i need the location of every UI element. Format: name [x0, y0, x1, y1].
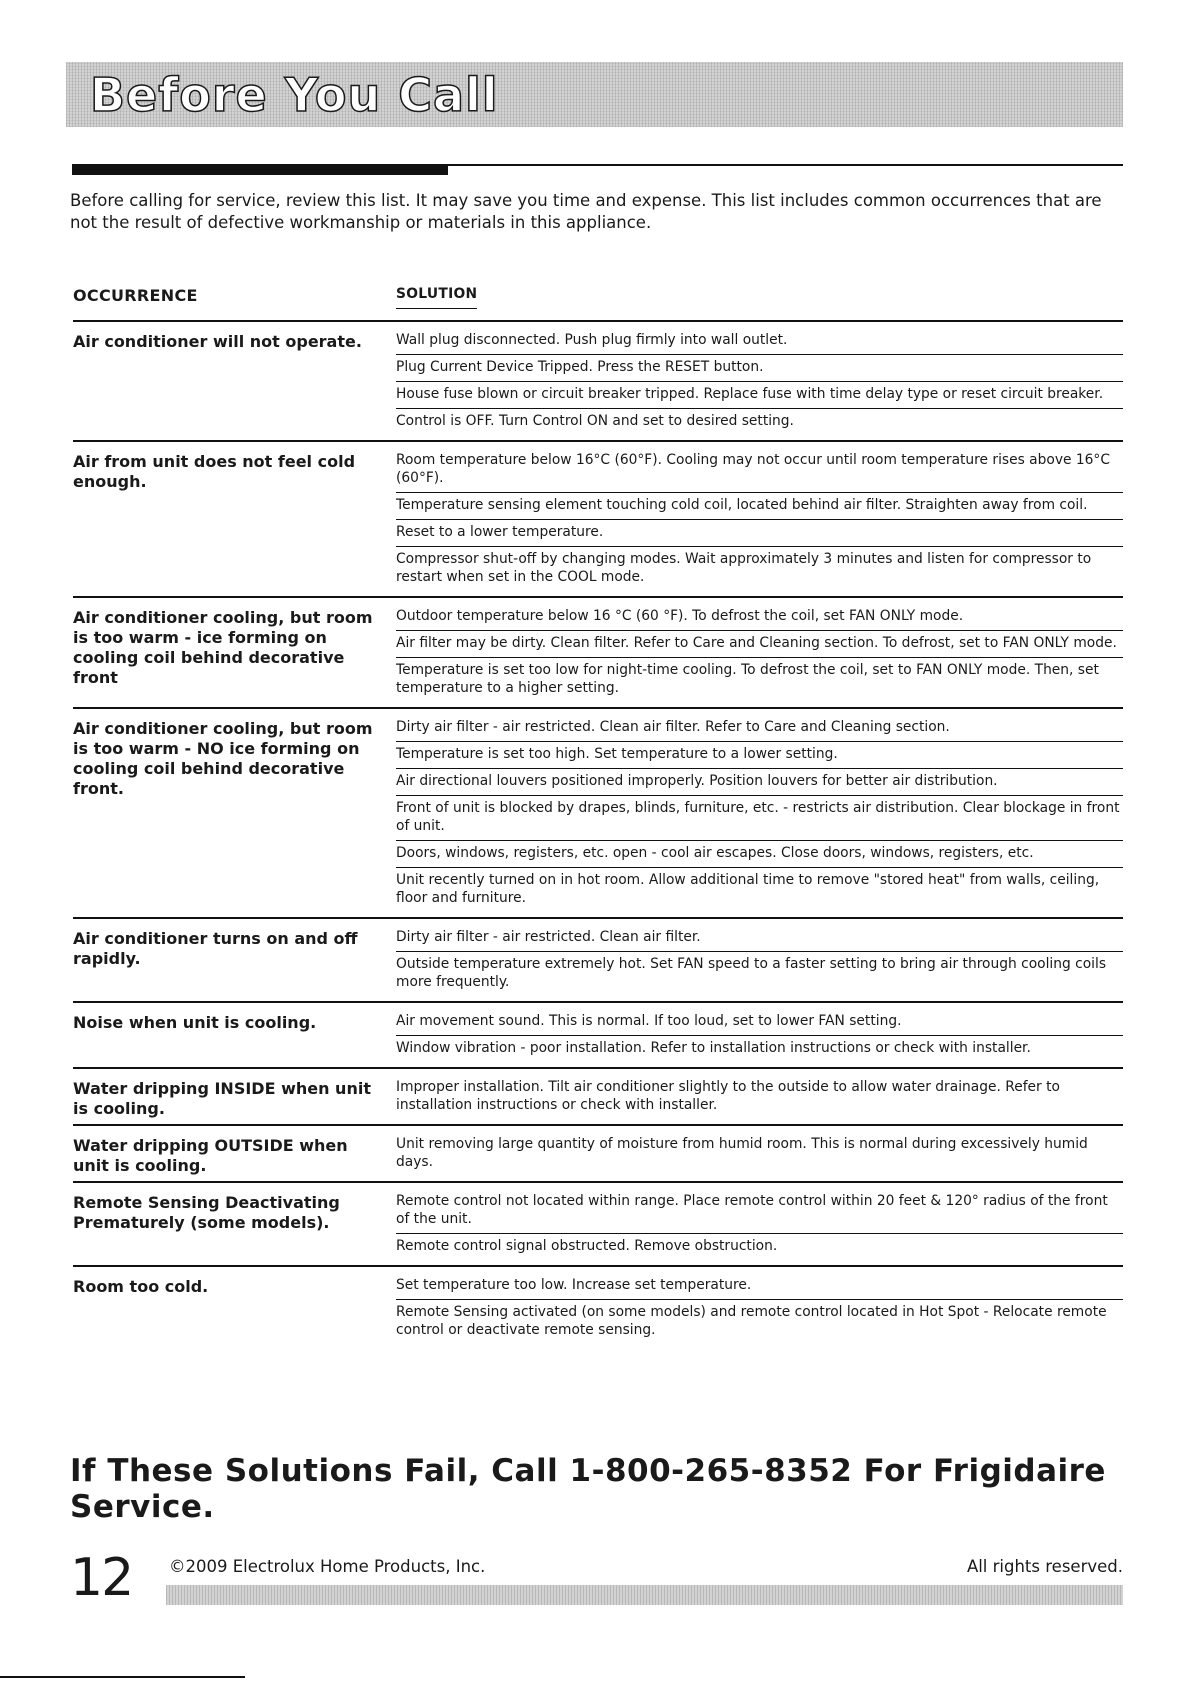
solution-item: Improper installation. Tilt air conditioner slightly to the outside to allow water drainage. Refer to installation instructions or check with installer. — [396, 1079, 1060, 1113]
solution-item: Window vibration - poor installation. Refer to installation instructions or check with installer. — [396, 1040, 1031, 1056]
solution-item: Unit recently turned on in hot room. Allow additional time to remove "stored heat" from walls, ceiling, floor and furniture. — [396, 872, 1100, 906]
occurrence-group — [73, 596, 1123, 707]
occurrence-group — [73, 1067, 1123, 1124]
solution-item: Set temperature too low. Increase set temperature. — [396, 1273, 1123, 1300]
solution-item: Unit removing large quantity of moisture from humid room. This is normal during excessively humid days. — [396, 1136, 1088, 1170]
occurrence-label: Water dripping INSIDE when unit is cooling. — [73, 1079, 371, 1118]
occurrence-label: Remote Sensing Deactivating Prematurely (some models). — [73, 1193, 340, 1232]
solution-item: House fuse blown or circuit breaker tripped. Replace fuse with time delay type or reset circuit breaker. — [396, 382, 1123, 409]
copyright-text: ©2009 Electrolux Home Products, Inc. — [169, 1557, 486, 1576]
solution-list — [396, 448, 1123, 591]
title-banner — [66, 62, 1123, 127]
occurrence-group — [73, 1181, 1123, 1265]
service-callout: If These Solutions Fail, Call 1-800-265-8352 For Frigidaire Service. — [70, 1453, 1106, 1525]
solution-item: Temperature sensing element touching cold coil, located behind air filter. Straighten away from coil. — [396, 493, 1123, 520]
solution-item: Temperature is set too high. Set temperature to a lower setting. — [396, 742, 1123, 769]
occurrence-group — [73, 320, 1123, 440]
solution-item: Wall plug disconnected. Push plug firmly into wall outlet. — [396, 328, 1123, 355]
solution-item: Doors, windows, registers, etc. open - cool air escapes. Close doors, windows, registers, etc. — [396, 841, 1123, 868]
occurrence-column-heading: OCCURRENCE — [73, 286, 198, 305]
solution-list — [396, 1075, 1123, 1119]
troubleshooting-table — [73, 320, 1123, 1349]
solution-item: Compressor shut-off by changing modes. Wait approximately 3 minutes and listen for compressor to restart when set in the COOL mode. — [396, 551, 1092, 585]
solution-list — [396, 1189, 1123, 1260]
solution-item: Outdoor temperature below 16 °C (60 °F). To defrost the coil, set FAN ONLY mode. — [396, 604, 1123, 631]
page-number: 12 — [70, 1548, 133, 1608]
occurrence-label: Air conditioner turns on and off rapidly. — [73, 929, 358, 968]
solution-item: Control is OFF. Turn Control ON and set to desired setting. — [396, 413, 794, 429]
rights-text: All rights reserved. — [966, 1557, 1123, 1576]
solution-item: Dirty air filter - air restricted. Clean air filter. — [396, 925, 1123, 952]
solution-item: Remote control not located within range. Place remote control within 20 feet & 120° radius of the front of the unit. — [396, 1189, 1123, 1234]
solution-list — [396, 1009, 1123, 1062]
solution-item: Air filter may be dirty. Clean filter. Refer to Care and Cleaning section. To defrost, set to FAN ONLY mode. — [396, 631, 1123, 658]
occurrence-group — [73, 917, 1123, 1001]
solution-item: Dirty air filter - air restricted. Clean air filter. Refer to Care and Cleaning section. — [396, 715, 1123, 742]
solution-item: Air directional louvers positioned improperly. Position louvers for better air distribution. — [396, 769, 1123, 796]
solution-list — [396, 604, 1123, 702]
occurrence-group — [73, 440, 1123, 596]
solution-item: Remote control signal obstructed. Remove obstruction. — [396, 1238, 778, 1254]
page-edge-line — [0, 1676, 245, 1678]
occurrence-group — [73, 1124, 1123, 1181]
solution-list — [396, 1132, 1123, 1176]
solution-item: Plug Current Device Tripped. Press the RESET button. — [396, 355, 1123, 382]
occurrence-group — [73, 1001, 1123, 1067]
header-rule-accent — [72, 166, 448, 175]
solution-list — [396, 1273, 1123, 1344]
solution-list — [396, 925, 1123, 996]
intro-paragraph: Before calling for service, review this list. It may save you time and expense. This list includes common occurrences that are not the result of defective workmanship or materials in this appliance. — [70, 191, 1102, 232]
solution-column-heading: SOLUTION — [396, 282, 477, 309]
occurrence-group — [73, 1265, 1123, 1349]
solution-list — [396, 715, 1123, 912]
occurrence-group — [73, 707, 1123, 917]
solution-item: Outside temperature extremely hot. Set FAN speed to a faster setting to bring air through cooling coils more frequently. — [396, 956, 1107, 990]
solution-list — [396, 328, 1123, 435]
occurrence-label: Air from unit does not feel cold enough. — [73, 452, 356, 491]
solution-item: Reset to a lower temperature. — [396, 520, 1123, 547]
solution-item: Air movement sound. This is normal. If too loud, set to lower FAN setting. — [396, 1009, 1123, 1036]
occurrence-label: Water dripping OUTSIDE when unit is cooling. — [73, 1136, 348, 1175]
solution-item: Front of unit is blocked by drapes, blinds, furniture, etc. - restricts air distribution. Clear blockage in front of unit. — [396, 796, 1123, 841]
occurrence-label: Air conditioner cooling, but room is too warm - NO ice forming on cooling coil behind decorative front. — [73, 719, 373, 798]
solution-item: Temperature is set too low for night-time cooling. To defrost the coil, set to FAN ONLY mode. Then, set temperature to a higher setting. — [396, 662, 1099, 696]
solution-item: Remote Sensing activated (on some models) and remote control located in Hot Spot - Relocate remote control or deactivate remote sensing. — [396, 1304, 1107, 1338]
footer-bar — [166, 1585, 1123, 1605]
solution-item: Room temperature below 16°C (60°F). Cooling may not occur until room temperature rises above 16°C (60°F). — [396, 448, 1123, 493]
page-title: Before You Call — [90, 68, 499, 122]
occurrence-label: Room too cold. — [73, 1277, 209, 1296]
occurrence-label: Noise when unit is cooling. — [73, 1013, 317, 1032]
occurrence-label: Air conditioner will not operate. — [73, 332, 362, 351]
occurrence-label: Air conditioner cooling, but room is too warm - ice forming on cooling coil behind decorative front — [73, 608, 373, 687]
